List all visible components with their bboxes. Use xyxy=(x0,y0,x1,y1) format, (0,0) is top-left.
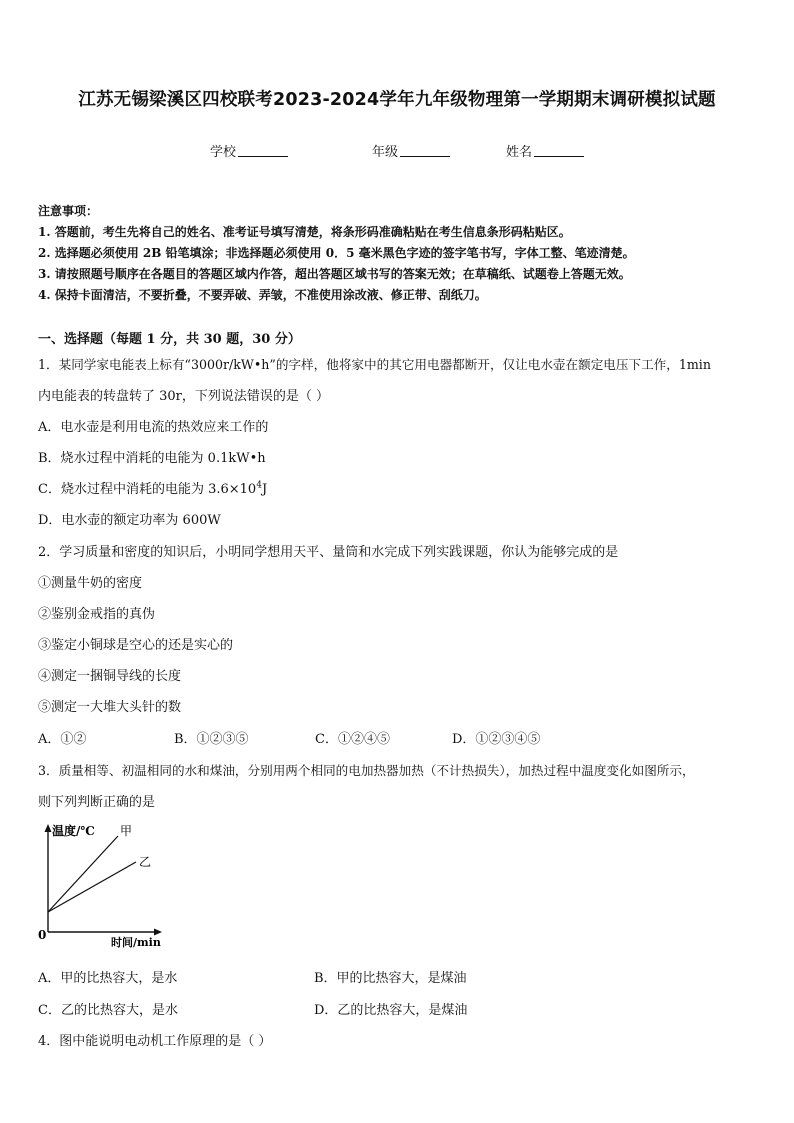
notice-item: 2. 选择题必须使用 2B 铅笔填涂；非选择题必须使用 0．5 毫米黑色字迹的签字笔书写，字体工整、笔迹清楚。 xyxy=(38,246,635,260)
line-jia-label: 甲 xyxy=(120,824,133,838)
q3-stem-line1: 3．质量相等、初温相同的水和煤油，分别用两个相同的电加热器加热（不计热损失），加热过程中温度变化如图所示， xyxy=(38,763,695,778)
page-title: 江苏无锡梁溪区四校联考2023-2024学年九年级物理第一学期期末调研模拟试题 xyxy=(78,90,716,110)
q1-stem-line1: 1．某同学家电能表上标有“3000r/kW•h”的字样，他将家中的其它用电器都断开，仅让电水壶在额定电压下工作，1min xyxy=(38,357,711,372)
q3-option-d: D．乙的比热容大，是煤油 xyxy=(314,1003,468,1018)
line-yi xyxy=(48,862,136,912)
grade-label: 年级 xyxy=(372,145,399,160)
school-blank xyxy=(238,144,288,157)
section-heading: 一、选择题（每题 1 分，共 30 题，30 分） xyxy=(38,332,301,347)
q1-option-d: D．电水壶的额定功率为 600W xyxy=(38,513,221,528)
q3-option-a: A．甲的比热容大，是水 xyxy=(38,971,178,986)
line-jia xyxy=(48,836,118,912)
q2-option-a: A．①② xyxy=(38,732,87,747)
q3-option-c: C．乙的比热容大，是水 xyxy=(38,1003,178,1018)
school-label: 学校 xyxy=(210,145,237,160)
line-yi-label: 乙 xyxy=(139,855,152,869)
y-axis-arrow xyxy=(45,824,52,832)
grade-blank xyxy=(400,144,450,157)
notice-block xyxy=(38,201,635,306)
q1-option-c-text: C．烧水过程中消耗的电能为 3.6×10 xyxy=(38,482,257,497)
q2-item: ⑤测定一大堆大头针的数 xyxy=(38,700,182,715)
q2-option-b: B．①②③⑤ xyxy=(174,732,249,747)
temperature-time-graph xyxy=(34,822,184,952)
notice-item: 4. 保持卡面清洁，不要折叠，不要弄破、弄皱，不准使用涂改液、修正带、刮纸刀。 xyxy=(38,288,487,302)
q2-item: ④测定一捆铜导线的长度 xyxy=(38,669,182,684)
q1-option-a: A．电水壶是利用电流的热效应来工作的 xyxy=(38,420,269,435)
q1-stem-line2: 内电能表的转盘转了 30r，下列说法错误的是（ ） xyxy=(38,389,330,404)
q3-option-b: B．甲的比热容大，是煤油 xyxy=(314,971,467,986)
q1-option-c-exponent: 4 xyxy=(256,480,262,491)
q2-item: ③鉴定小铜球是空心的还是实心的 xyxy=(38,638,234,653)
grade-field xyxy=(372,141,450,160)
name-blank xyxy=(534,144,584,157)
q2-option-c: C．①②④⑤ xyxy=(315,732,390,747)
origin-label: 0 xyxy=(38,928,47,942)
x-axis-arrow xyxy=(154,929,162,936)
y-axis-label: 温度/℃ xyxy=(52,824,95,838)
q1-option-c xyxy=(38,478,267,497)
school-field xyxy=(210,141,288,160)
q3-stem-line2: 则下列判断正确的是 xyxy=(38,795,156,810)
notice-heading: 注意事项： xyxy=(38,204,99,218)
notice-item: 1. 答题前，考生先将自己的姓名、准考证号填写清楚，将条形码准确粘贴在考生信息条形码粘贴区。 xyxy=(38,225,571,239)
q2-option-d: D．①②③④⑤ xyxy=(452,732,541,747)
q1-option-b: B．烧水过程中消耗的电能为 0.1kW•h xyxy=(38,451,266,466)
q1-option-c-unit: J xyxy=(261,482,268,497)
name-label: 姓名 xyxy=(506,145,533,160)
q4-stem: 4．图中能说明电动机工作原理的是（ ） xyxy=(38,1034,272,1049)
q2-item: ②鉴别金戒指的真伪 xyxy=(38,607,156,622)
q2-item: ①测量牛奶的密度 xyxy=(38,576,143,591)
x-axis-label: 时间/min xyxy=(111,936,161,949)
notice-item: 3. 请按照题号顺序在各题目的答题区域内作答，超出答题区域书写的答案无效；在草稿纸、试题卷上答题无效。 xyxy=(38,267,631,281)
name-field xyxy=(506,141,584,160)
q2-stem: 2．学习质量和密度的知识后，小明同学想用天平、量筒和水完成下列实践课题，你认为能够完成的是 xyxy=(38,545,619,560)
